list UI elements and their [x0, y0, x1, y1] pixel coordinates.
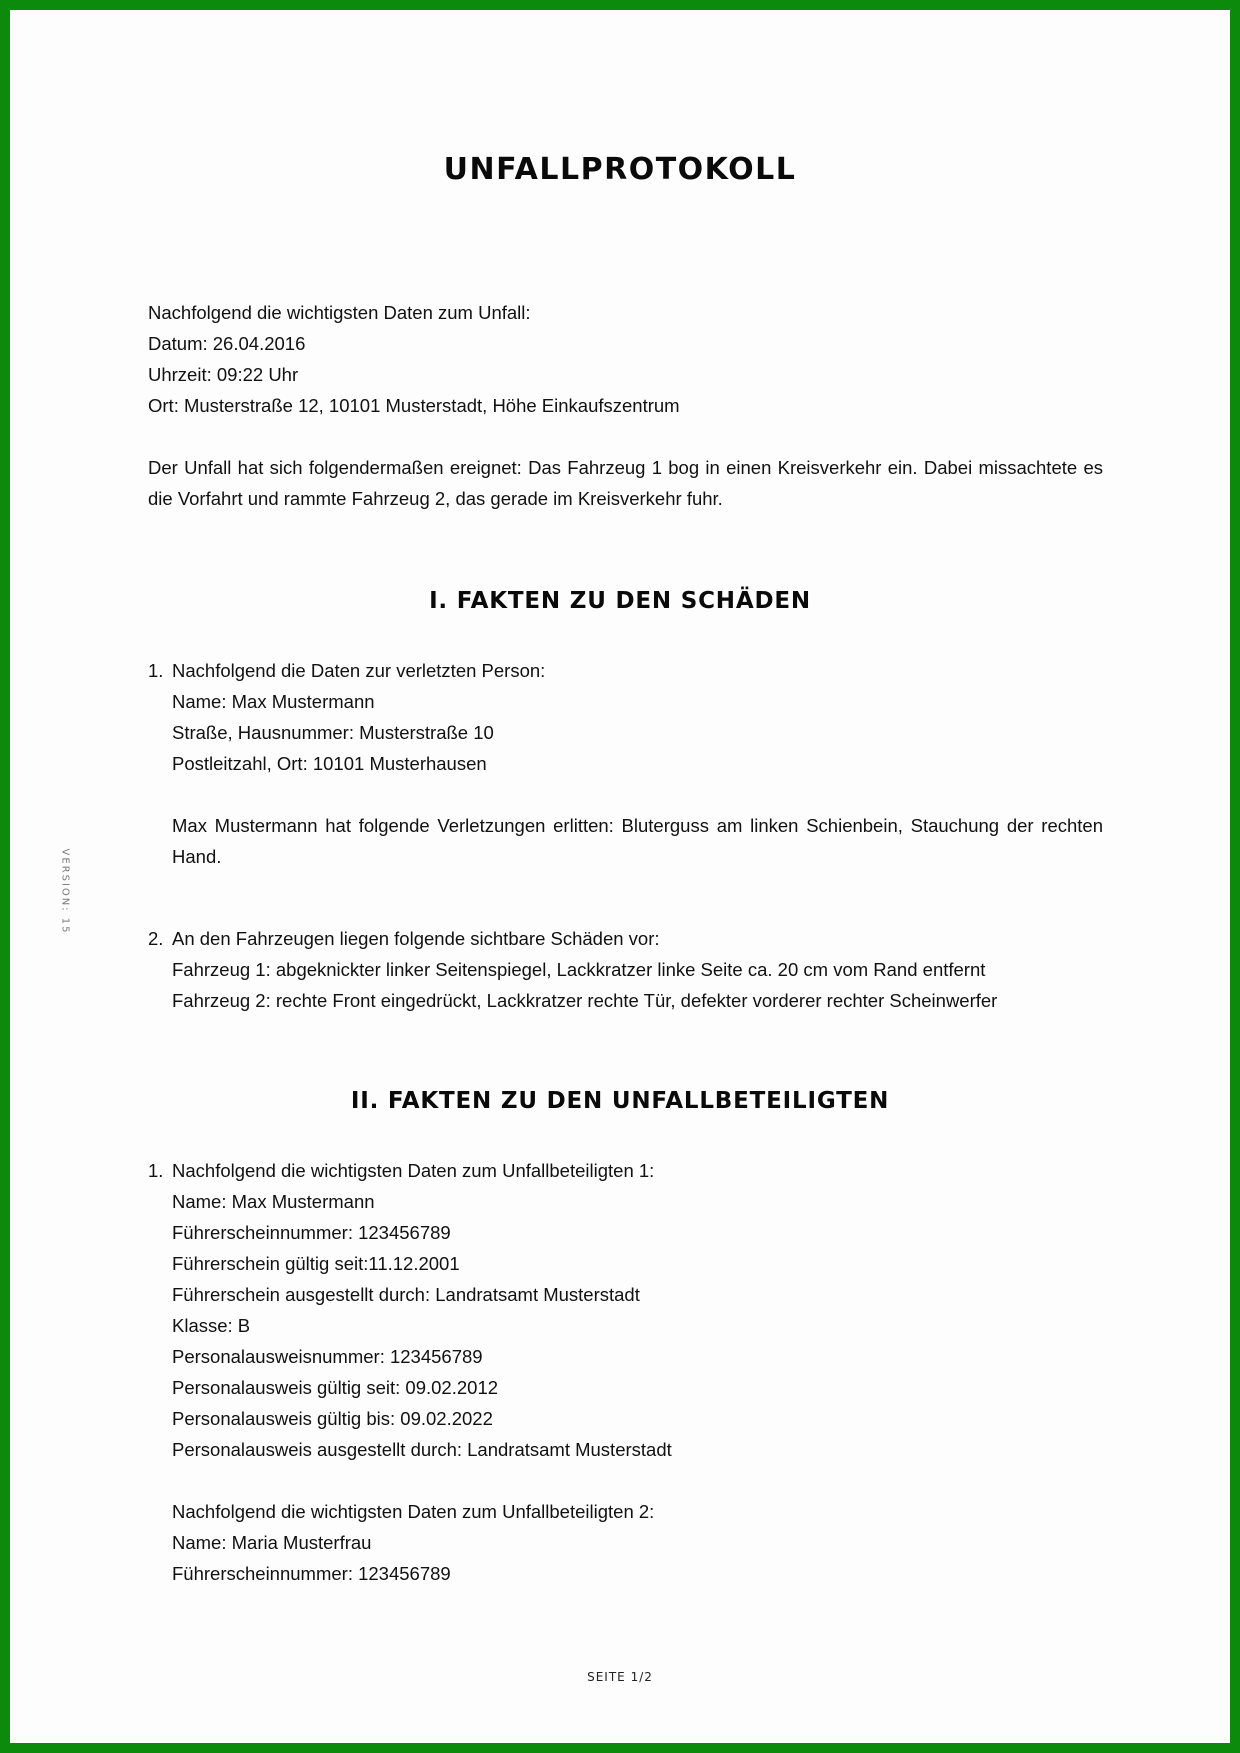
- list-line: Nachfolgend die wichtigsten Daten zum Unfallbeteiligten 2:: [172, 1501, 655, 1522]
- intro-block: [148, 297, 1103, 514]
- damages-item-2: [148, 923, 1103, 1016]
- list-line: Führerscheinnummer: 123456789: [172, 1222, 451, 1243]
- list-line: Fahrzeug 2: rechte Front eingedrückt, Lackkratzer rechte Tür, defekter vorderer rechter Scheinwerfer: [172, 990, 998, 1011]
- list-line: Führerscheinnummer: 123456789: [172, 1563, 451, 1584]
- participants-item-1: [148, 1155, 1103, 1589]
- injury-description: Max Mustermann hat folgende Verletzungen erlitten: Bluterguss am linken Schienbein, Stauchung der rechten Hand.: [172, 815, 1103, 867]
- list-line: Personalausweis gültig seit: 09.02.2012: [172, 1377, 499, 1398]
- list-line: Fahrzeug 1: abgeknickter linker Seitenspiegel, Lackkratzer linke Seite ca. 20 cm vom Rand entfernt: [172, 959, 986, 980]
- section-heading-participants: II. FAKTEN ZU DEN UNFALLBETEILIGTEN: [350, 1088, 890, 1114]
- list-line: Name: Max Mustermann: [172, 1191, 375, 1212]
- list-line: Führerschein gültig seit:11.12.2001: [172, 1253, 460, 1274]
- intro-line: Nachfolgend die wichtigsten Daten zum Unfall:: [148, 302, 531, 323]
- intro-time: Uhrzeit: 09:22 Uhr: [148, 364, 299, 385]
- list-line: Straße, Hausnummer: Musterstraße 10: [172, 722, 494, 743]
- section-heading-damages: I. FAKTEN ZU DEN SCHÄDEN: [429, 588, 811, 614]
- list-number: 1.: [148, 1160, 164, 1181]
- version-label: VERSION: 15: [59, 848, 71, 935]
- list-line: Postleitzahl, Ort: 10101 Musterhausen: [172, 753, 487, 774]
- accident-description: Der Unfall hat sich folgendermaßen ereignet: Das Fahrzeug 1 bog in einen Kreisverkehr ein. Dabei missachtete es die Vorfahrt und rammte Fahrzeug 2, das gerade im Kreisverkehr fuhr.: [148, 457, 1103, 509]
- damages-item-1: [148, 655, 1103, 872]
- intro-location: Ort: Musterstraße 12, 10101 Musterstadt, Höhe Einkaufszentrum: [148, 395, 680, 416]
- list-line: An den Fahrzeugen liegen folgende sichtbare Schäden vor:: [172, 928, 660, 949]
- document-title: UNFALLPROTOKOLL: [443, 152, 797, 187]
- intro-date: Datum: 26.04.2016: [148, 333, 306, 354]
- list-line: Name: Maria Musterfrau: [172, 1532, 372, 1553]
- list-line: Nachfolgend die Daten zur verletzten Person:: [172, 660, 546, 681]
- page-number: SEITE 1/2: [587, 1670, 653, 1684]
- list-line: Personalausweis ausgestellt durch: Landratsamt Musterstadt: [172, 1439, 672, 1460]
- list-line: Klasse: B: [172, 1315, 251, 1336]
- list-line: Führerschein ausgestellt durch: Landratsamt Musterstadt: [172, 1284, 640, 1305]
- list-line: Nachfolgend die wichtigsten Daten zum Unfallbeteiligten 1:: [172, 1160, 655, 1181]
- list-number: 2.: [148, 928, 164, 949]
- list-number: 1.: [148, 660, 164, 681]
- list-line: Personalausweisnummer: 123456789: [172, 1346, 483, 1367]
- list-line: Personalausweis gültig bis: 09.02.2022: [172, 1408, 493, 1429]
- list-line: Name: Max Mustermann: [172, 691, 375, 712]
